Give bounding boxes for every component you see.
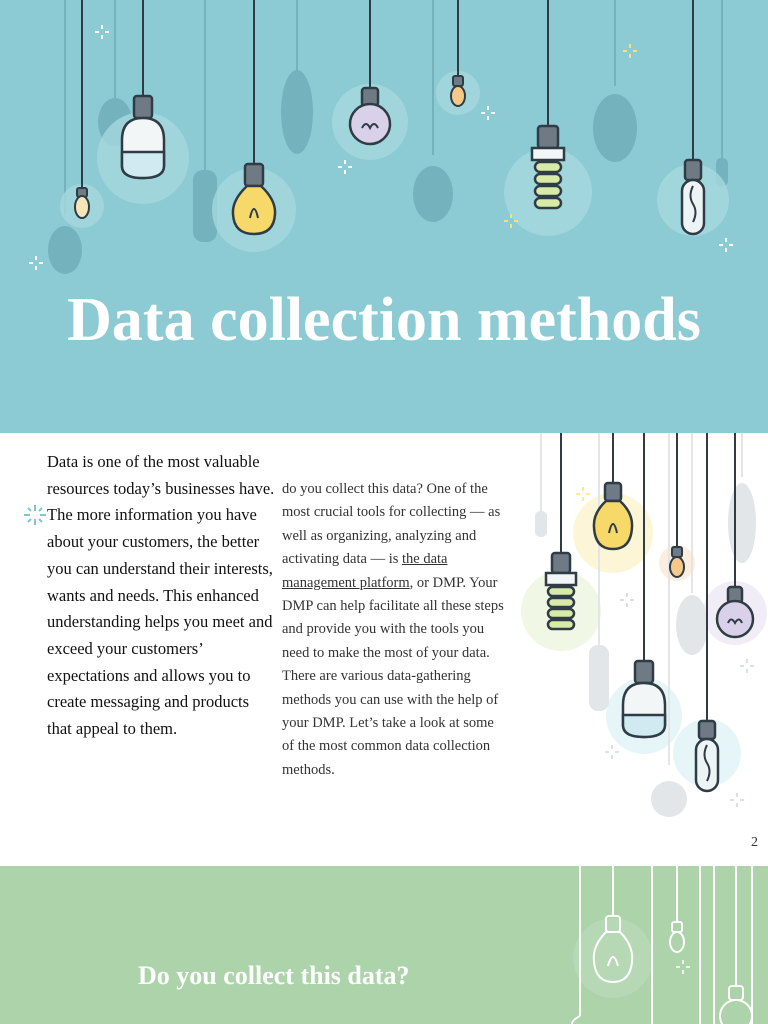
yellow-sparkles — [576, 487, 590, 501]
title-slide — [0, 0, 768, 433]
small-orange-bulb — [451, 76, 465, 106]
body-paragraph — [282, 478, 504, 782]
bulb-glow — [573, 918, 653, 998]
content-slide — [0, 433, 768, 866]
small-orange-bulb — [670, 547, 684, 577]
section-slide — [0, 866, 768, 1024]
body-text-part1: do you collect this data? One of the most crucial tools for collecting — as well as organizing, analyzing and activating data — is — [282, 481, 501, 568]
sparkle-icon — [24, 505, 46, 525]
tube-bulb — [696, 721, 718, 791]
section-title: Do you collect this data? — [138, 961, 410, 990]
tube-bulb — [682, 160, 704, 234]
hanging-lightbulbs-illustration — [0, 0, 768, 433]
slide-title: Data collection methods — [67, 286, 701, 354]
cfl-bulb — [546, 553, 576, 629]
body-text-part2: , or DMP. Your DMP can help facilitate all these steps and provide you with the tools you need to make the most of your data. There are various data-gathering methods you can use with the help of your DMP. Let’s take a look at some of the most common data collection methods. — [282, 574, 504, 778]
hanging-lightbulbs-illustration — [0, 866, 768, 1024]
dmp-link[interactable]: the data management platform — [282, 551, 448, 591]
cfl-bulb — [532, 126, 564, 208]
sparkles — [676, 960, 690, 974]
intro-paragraph: Data is one of the most valuable resources today’s businesses have. The more information you have about your customers, the better you can understand their interests, wants and needs. This enhanced understanding helps you meet and exceed your customers’ expectations and allows you to create messaging and products that appeal to them. — [47, 452, 275, 739]
tiny-bulb — [75, 188, 89, 218]
led-bulb — [623, 661, 665, 737]
page-number: 2 — [751, 835, 758, 850]
